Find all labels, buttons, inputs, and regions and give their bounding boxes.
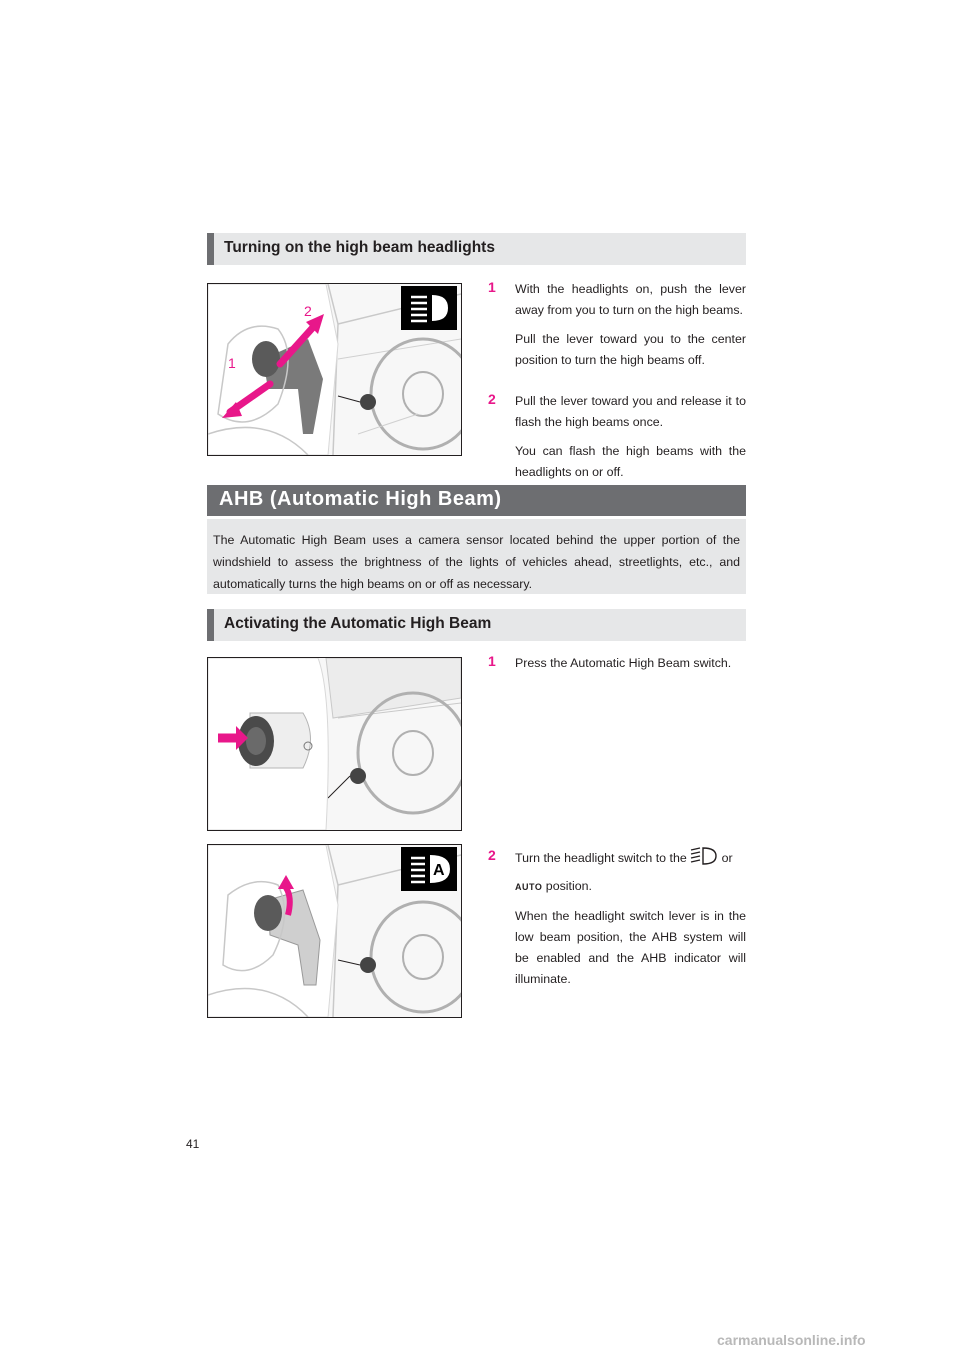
ahb-chapter-header — [207, 485, 746, 516]
step-line: Pull the lever toward you to the center position to turn the high beams off. — [515, 332, 746, 367]
ahb-step-1-text: Press the Automatic High Beam switch. — [515, 656, 732, 670]
section-title: Activating the Automatic High Beam — [224, 615, 492, 632]
step-prefix: Turn the headlight switch to the — [515, 851, 687, 865]
step-suffix: or — [721, 851, 733, 865]
ahb-switch-illustration — [207, 657, 462, 831]
ahb-step-2-line — [515, 847, 746, 872]
section-title: Turning on the high beam headlights — [224, 239, 495, 256]
ahb-intro-box: The Automatic High Beam uses a camera sensor located behind the upper portion of the windshield to assess the brightness of the lights of vehicles ahead, streetlights, etc., and automatically turns the high beams on or off as necessary. — [207, 519, 746, 594]
step-line: You can flash the high beams with the headlights on or off. — [515, 444, 746, 479]
step-number: 1 — [488, 279, 496, 295]
step-number: 2 — [488, 847, 496, 863]
auto-position-line — [515, 876, 746, 898]
step-number: 2 — [488, 391, 496, 407]
watermark: carmanualsonline.info — [717, 1332, 866, 1348]
high-beam-lever-illustration — [207, 283, 462, 456]
arrow-label-2: 2 — [304, 303, 312, 319]
auto-label: AUTO — [515, 882, 543, 892]
ahb-indicator-letter: A — [433, 862, 445, 879]
position-word: position. — [545, 879, 592, 893]
ahb-step-2-note: When the headlight switch lever is in the low beam position, the AHB system will be enabled and the AHB indicator will illuminate. — [515, 909, 746, 986]
step-2-text — [515, 391, 746, 491]
page-number: 41 — [186, 1137, 200, 1151]
low-beam-icon — [690, 847, 718, 872]
section-high-beam-header — [207, 233, 746, 265]
step-1-text — [515, 279, 746, 379]
step-line: Pull the lever toward you and release it to flash the high beams once. — [515, 394, 746, 429]
chapter-title: AHB (Automatic High Beam) — [219, 488, 502, 510]
arrow-label-1: 1 — [228, 355, 236, 371]
auto-position-illustration — [207, 844, 462, 1018]
section-activate-ahb-header — [207, 609, 746, 641]
step-number: 1 — [488, 653, 496, 669]
ahb-step-2-text — [515, 847, 746, 998]
step-line: With the headlights on, push the lever away from you to turn on the high beams. — [515, 282, 746, 317]
